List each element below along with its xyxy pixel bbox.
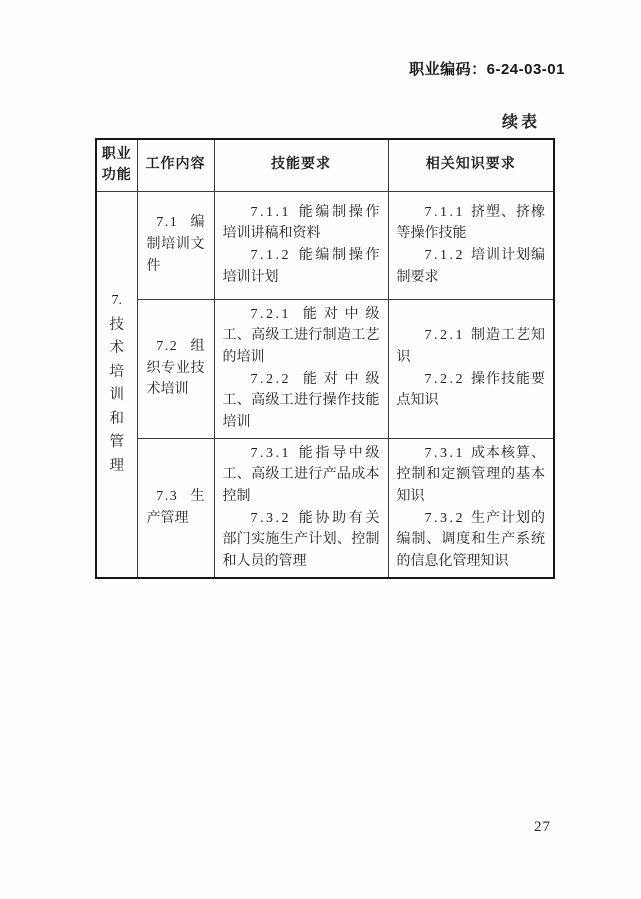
work-content-cell [137, 438, 214, 578]
skill-requirements-cell [214, 191, 388, 299]
work-item-number: 7.1 [156, 215, 179, 231]
knowledge-item-number: 7.1.2 [424, 248, 465, 263]
work-item-number: 7.2 [156, 339, 179, 355]
knowledge-item-number: 7.2.1 [424, 328, 465, 344]
function-group-vertical-text [97, 290, 137, 478]
skill-item-number: 7.1.2 [250, 248, 291, 263]
page-number: 27 [534, 819, 551, 835]
header-knowledge-requirements: 相关知识要求 [388, 139, 554, 191]
skill-item-number: 7.3.2 [250, 510, 291, 526]
knowledge-item-number: 7.3.1 [424, 445, 465, 461]
knowledge-requirements-cell [388, 438, 554, 578]
work-item-text: 组织专业技术培训 [146, 339, 205, 398]
work-content-cell [137, 191, 214, 299]
skill-item-text: 能编制操作培训讲稿和资料 [222, 204, 380, 242]
table-row [96, 299, 554, 438]
function-group-number: 7. [111, 293, 122, 309]
skill-requirements-cell [214, 299, 388, 438]
occupational-standard-table [95, 138, 555, 579]
knowledge-requirements-cell [388, 299, 554, 438]
function-group-name: 技术培训和管理 [109, 316, 124, 474]
skill-item-number: 7.2.2 [250, 371, 291, 387]
work-item-text: 编制培训文件 [146, 215, 205, 274]
table-row [96, 438, 554, 578]
work-content-cell [137, 299, 214, 438]
knowledge-item-number: 7.1.1 [424, 204, 465, 220]
knowledge-item-text: 培训计划编制要求 [396, 248, 545, 285]
skill-item-text: 能编制操作培训计划 [222, 248, 380, 285]
work-item-text: 生产管理 [146, 489, 205, 526]
continued-table-label: 续表 [501, 114, 540, 131]
work-item-number: 7.3 [156, 489, 179, 504]
skill-item-number: 7.1.1 [250, 204, 291, 220]
skill-item-text: 能协助有关部门实施生产计划、控制和人员的管理 [222, 510, 380, 570]
table-row [96, 191, 554, 299]
knowledge-requirements-cell [388, 191, 554, 299]
header-skill-requirements: 技能要求 [214, 139, 388, 191]
occupation-code: 职业编码：6-24-03-01 [409, 61, 565, 78]
skill-item-text: 能对中级工、高级工进行操作技能培训 [222, 371, 380, 430]
header-occupational-function: 职业功能 [96, 139, 137, 191]
knowledge-item-text: 生产计划的编制、调度和生产系统的信息化管理知识 [396, 510, 545, 570]
skill-item-text: 能对中级工、高级工进行制造工艺的培训 [222, 306, 380, 365]
knowledge-item-number: 7.3.2 [424, 510, 465, 526]
skill-item-number: 7.2.1 [250, 306, 291, 322]
function-group-cell [96, 191, 137, 578]
skill-item-text: 能指导中级工、高级工进行产品成本控制 [222, 445, 380, 504]
knowledge-item-number: 7.2.2 [424, 371, 465, 387]
knowledge-item-text: 制造工艺知识 [396, 328, 545, 365]
table-header-row [96, 139, 554, 191]
skill-requirements-cell [214, 438, 388, 578]
header-work-content: 工作内容 [137, 139, 214, 191]
knowledge-item-text: 成本核算、控制和定额管理的基本知识 [396, 445, 545, 504]
knowledge-item-text: 挤塑、挤橡等操作技能 [396, 204, 545, 242]
knowledge-item-text: 操作技能要点知识 [396, 371, 545, 409]
skill-item-number: 7.3.1 [250, 445, 291, 461]
